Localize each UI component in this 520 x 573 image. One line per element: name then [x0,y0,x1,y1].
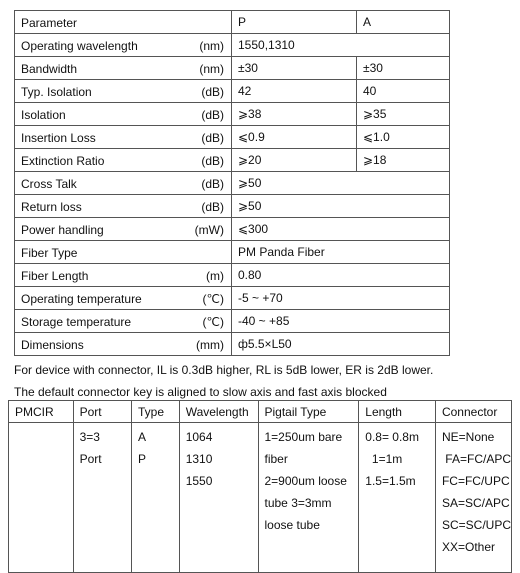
header-pigtail-type: Pigtail Type [258,401,359,423]
value-a: ±30 [357,57,450,80]
type-option: P [138,452,147,466]
pigtail-option: tube 3=3mm [264,496,332,510]
length-option: 0.8= 0.8m [365,430,419,444]
parameter-name: Operating wavelength [21,39,138,53]
pigtail-option: 1=250um bare [264,430,343,444]
parameter-cell [15,126,232,149]
connector-option: FA=FC/APC [441,452,511,466]
spec-row [15,149,450,172]
value-a: ⩽1.0 [357,126,450,149]
header-pmcir: PMCIR [9,401,74,423]
spec-row [15,287,450,310]
port-options [73,423,131,573]
value-shared: 0.80 [232,264,450,287]
value-a: ⩾35 [357,103,450,126]
header-type: Type [132,401,180,423]
port-option: Port [79,452,102,466]
spec-row [15,195,450,218]
connector-option: SC=SC/UPC [441,518,511,532]
connector-option: FC=FC/UPC [441,474,510,488]
parameter-name: Power handling [21,223,104,237]
type-options [132,423,180,573]
parameter-unit: (mm) [196,338,224,352]
parameter-unit: (dB) [201,108,224,122]
parameter-cell [15,241,232,264]
value-shared: ⩾50 [232,172,450,195]
spec-row [15,241,450,264]
value-shared: PM Panda Fiber [232,241,450,264]
ordering-info-table [8,400,512,573]
wavelength-option: 1064 [185,430,213,444]
header-p: P [232,11,357,34]
parameter-unit: (dB) [201,131,224,145]
wavelength-options [179,423,258,573]
length-option: 1=1m [365,452,403,466]
parameter-name: Fiber Length [21,269,89,283]
spec-row [15,264,450,287]
connector-note: For device with connector, IL is 0.3dB higher, RL is 5dB lower, ER is 2dB lower. [14,363,434,377]
parameter-cell [15,103,232,126]
spec-row [15,310,450,333]
connector-option: SA=SC/APC [441,496,510,510]
length-option: 1.5=1.5m [365,474,416,488]
connector-key-note: The default connector key is aligned to slow axis and fast axis blocked [14,385,387,399]
spec-row [15,103,450,126]
parameter-unit: (℃) [202,315,224,329]
spec-row [15,126,450,149]
ordering-header-row [9,401,512,423]
parameter-name: Return loss [21,200,82,214]
header-length: Length [359,401,436,423]
value-shared: -5 ~ +70 [232,287,450,310]
header-connector: Connector [435,401,511,423]
parameter-name: Isolation [21,108,66,122]
type-option: A [138,430,147,444]
parameter-cell [15,34,232,57]
parameter-cell [15,57,232,80]
connector-option: NE=None [441,430,495,444]
value-shared: 1550,1310 [232,34,450,57]
parameter-unit: (dB) [201,200,224,214]
parameter-unit: (dB) [201,154,224,168]
specification-table [14,10,450,356]
parameter-cell [15,218,232,241]
parameter-unit: (nm) [199,62,224,76]
parameter-unit: (nm) [199,39,224,53]
spec-row [15,333,450,356]
value-a: 40 [357,80,450,103]
parameter-cell [15,80,232,103]
pigtail-option: 2=900um loose [264,474,347,488]
parameter-name: Cross Talk [21,177,77,191]
length-options [359,423,436,573]
value-p: ⩽0.9 [232,126,357,149]
parameter-cell [15,310,232,333]
parameter-cell [15,264,232,287]
parameter-name: Typ. Isolation [21,85,92,99]
parameter-cell [15,149,232,172]
spec-row [15,218,450,241]
header-parameter-label: Parameter [21,16,78,30]
value-p: 42 [232,80,357,103]
value-a: ⩾18 [357,149,450,172]
parameter-cell [15,333,232,356]
parameter-cell [15,287,232,310]
value-shared: -40 ~ +85 [232,310,450,333]
wavelength-option: 1310 [185,452,213,466]
spec-row [15,57,450,80]
spec-row [15,80,450,103]
value-shared: ф5.5×L50 [232,333,450,356]
value-shared: ⩾50 [232,195,450,218]
header-wavelength: Wavelength [179,401,258,423]
parameter-name: Insertion Loss [21,131,96,145]
parameter-name: Dimensions [21,338,84,352]
pigtail-option: fiber [264,452,288,466]
value-p: ⩾38 [232,103,357,126]
connector-options [435,423,511,573]
wavelength-option: 1550 [185,474,213,488]
value-shared: ⩽300 [232,218,450,241]
parameter-unit: (℃) [202,292,224,306]
parameter-name: Extinction Ratio [21,154,105,168]
pigtail-type-options [258,423,359,573]
parameter-name: Operating temperature [21,292,142,306]
connector-option: XX=Other [441,540,495,554]
parameter-cell [15,195,232,218]
parameter-name: Storage temperature [21,315,132,329]
parameter-unit: (dB) [201,85,224,99]
spec-row [15,34,450,57]
value-p: ⩾20 [232,149,357,172]
ordering-options-row [9,423,512,573]
header-a: A [357,11,450,34]
header-port: Port [73,401,131,423]
spec-header-row [15,11,450,34]
parameter-unit: (mW) [194,223,224,237]
parameter-name: Fiber Type [21,246,78,260]
parameter-unit: (dB) [201,177,224,191]
header-parameter [15,11,232,34]
parameter-cell [15,172,232,195]
parameter-name: Bandwidth [21,62,78,76]
value-p: ±30 [232,57,357,80]
spec-row [15,172,450,195]
pmcir-options [9,423,74,573]
pigtail-option: loose tube [264,518,320,532]
parameter-unit: (m) [206,269,224,283]
port-option: 3=3 [79,430,100,444]
